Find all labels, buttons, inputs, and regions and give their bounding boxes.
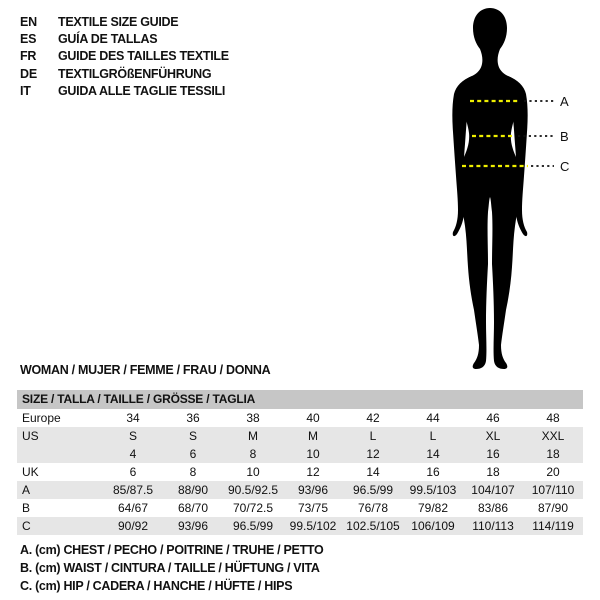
table-cell: 8 [249,447,257,461]
table-cell: L [429,429,437,443]
table-cell: M [308,429,318,443]
woman-silhouette-icon [428,4,598,372]
table-cell: 96.5/99 [232,519,274,533]
table-cell: 18 [546,447,560,461]
table-cell: 83/86 [477,501,509,515]
language-title: GUIDA ALLE TAGLIE TESSILI [58,83,226,98]
table-cell: 6 [129,465,137,479]
language-title: GUÍA DE TALLAS [58,31,158,46]
language-title: TEXTILE SIZE GUIDE [58,14,179,29]
language-code: IT [20,83,31,98]
table-cell: 16 [426,465,440,479]
size-table-body [17,409,583,535]
language-row [20,65,229,82]
size-table-header: SIZE / TALLA / TAILLE / GRÖSSE / TAGLIA [17,390,583,409]
figure-label-b: B [560,129,569,144]
table-cell: 88/90 [177,483,209,497]
legend-line: B. (cm) WAIST / CINTURA / TAILLE / HÜFTUNG / VITA [20,561,320,575]
table-cell: 70/72.5 [232,501,274,515]
language-code: DE [20,66,37,81]
table-row-label: C [22,519,31,533]
table-cell: 85/87.5 [112,483,154,497]
table-row [17,445,583,463]
language-row [20,82,229,99]
table-cell: 4 [129,447,137,461]
table-cell: 90.5/92.5 [227,483,279,497]
table-cell: 6 [189,447,197,461]
table-cell: 87/90 [537,501,569,515]
table-cell: XXL [541,429,565,443]
table-row-label: B [22,501,31,515]
measurement-legend [20,541,323,595]
table-cell: 46 [486,411,500,425]
table-cell: 10 [306,447,320,461]
table-cell: S [128,429,137,443]
table-cell: 48 [546,411,560,425]
table-cell: 14 [426,447,440,461]
table-cell: M [248,429,258,443]
table-cell: 20 [546,465,560,479]
table-row [17,409,583,427]
table-cell: 99.5/102 [289,519,337,533]
legend-line: C. (cm) HIP / CADERA / HANCHE / HÜFTE / HIPS [20,579,293,593]
size-table [17,390,583,535]
category-title: WOMAN / MUJER / FEMME / FRAU / DONNA [20,363,271,377]
figure-label-c: C [560,159,570,174]
table-cell: 93/96 [297,483,329,497]
language-title: TEXTILGRÖßENFÜHRUNG [58,66,212,81]
table-row-label: UK [22,465,39,479]
table-row [17,463,583,481]
language-title-block [20,13,229,99]
table-cell: 12 [306,465,320,479]
table-row [17,481,583,499]
table-cell: 68/70 [177,501,209,515]
table-cell: 99.5/103 [409,483,457,497]
language-code: ES [20,31,37,46]
legend-line: A. (cm) CHEST / PECHO / POITRINE / TRUHE / PETTO [20,543,324,557]
table-cell: 102.5/105 [346,519,400,533]
table-cell: 18 [486,465,500,479]
table-cell: 38 [246,411,260,425]
table-cell: 64/67 [117,501,149,515]
table-cell: 93/96 [177,519,209,533]
language-title: GUIDE DES TAILLES TEXTILE [58,49,229,64]
table-cell: 114/119 [532,519,574,533]
table-cell: 36 [186,411,200,425]
table-cell: 42 [366,411,380,425]
table-row-label: A [22,483,31,497]
table-cell: 14 [366,465,380,479]
language-row [20,30,229,47]
table-cell: 79/82 [417,501,449,515]
language-row [20,13,229,30]
table-cell: 16 [486,447,500,461]
table-cell: L [369,429,377,443]
table-cell: 96.5/99 [352,483,394,497]
table-cell: 90/92 [117,519,149,533]
table-row [17,499,583,517]
woman-silhouette-figure [428,4,598,372]
table-cell: 40 [306,411,320,425]
language-code: FR [20,49,37,64]
figure-label-a: A [560,94,569,109]
table-row [17,427,583,445]
table-cell: 110/113 [472,519,514,533]
table-cell: 34 [126,411,140,425]
table-cell: 8 [189,465,197,479]
language-code: EN [20,14,37,29]
table-row-label: US [22,429,39,443]
table-cell: 10 [246,465,260,479]
table-cell: S [188,429,197,443]
table-row-label [17,445,103,463]
table-cell: XL [485,429,501,443]
language-row [20,48,229,65]
table-cell: 44 [426,411,440,425]
table-cell: 12 [366,447,380,461]
table-cell: 107/110 [531,483,575,497]
table-cell: 73/75 [297,501,329,515]
table-cell: 76/78 [357,501,389,515]
table-cell: 106/109 [411,519,455,533]
table-row-label: Europe [22,411,61,425]
table-cell: 104/107 [471,483,515,497]
table-row [17,517,583,535]
